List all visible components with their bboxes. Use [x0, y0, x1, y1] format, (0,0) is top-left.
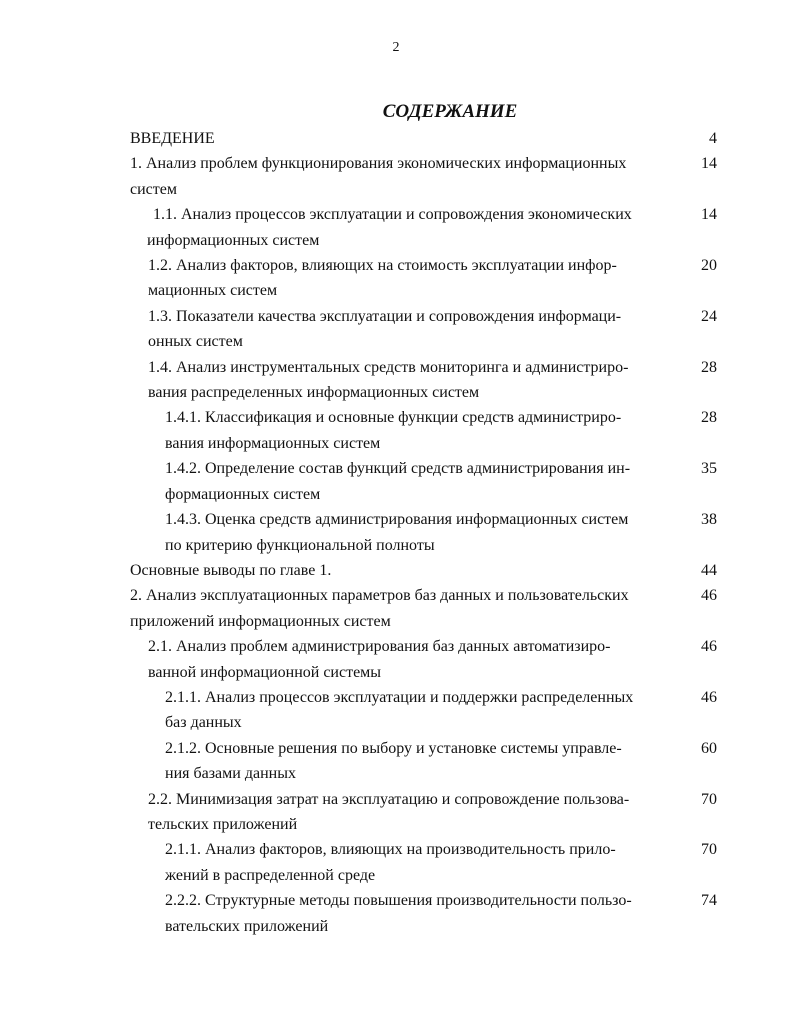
toc-entry	[0, 456, 792, 507]
toc-entry-text-continued: вания распределенных информационных систем	[148, 384, 480, 402]
toc-entry-page: 46	[701, 638, 717, 656]
toc-title: СОДЕРЖАНИЕ	[382, 101, 518, 122]
toc-entry-text: 1.4. Анализ инструментальных средств мониторинга и администриро-	[148, 358, 629, 376]
toc-entry-page: 46	[701, 587, 717, 605]
toc-entry-page: 24	[701, 307, 717, 325]
toc-entry-page: 28	[701, 358, 717, 376]
toc-entry-text-continued: вательских приложений	[165, 917, 329, 935]
toc-entry-text-continued: формационных систем	[165, 485, 321, 503]
toc-entry-page: 14	[701, 206, 717, 224]
toc-entry-text-continued: систем	[130, 180, 177, 198]
page-number: 2	[392, 40, 400, 55]
toc-entry	[0, 837, 792, 888]
toc-entry	[0, 736, 792, 787]
toc-entry-text-continued: мационных систем	[148, 282, 278, 300]
toc-entry-page: 35	[701, 460, 717, 478]
toc-entry-page: 60	[701, 739, 717, 757]
toc-entry-text: 1. Анализ проблем функционирования экономических информационных	[130, 155, 627, 173]
toc-entry-page: 4	[709, 130, 717, 147]
toc-entry-page: 70	[701, 790, 717, 808]
toc-entry-text: 2.2. Минимизация затрат на эксплуатацию и сопровождение пользова-	[148, 790, 630, 808]
toc-entry-text-continued: приложений информационных систем	[130, 612, 391, 630]
toc-entry	[0, 888, 792, 939]
toc-entry-page: 44	[701, 561, 717, 579]
toc-entry	[0, 405, 792, 456]
toc-entry	[0, 202, 792, 253]
toc-entry-text: 2.1.1. Анализ процессов эксплуатации и поддержки распределенных	[165, 688, 634, 706]
toc-entry-text-continued: тельских приложений	[148, 815, 298, 833]
toc-entry-page: 28	[701, 409, 717, 427]
toc-entry-page: 70	[701, 841, 717, 859]
toc-entry	[0, 304, 792, 355]
toc-entry-text: 1.4.3. Оценка средств администрирования информационных систем	[165, 511, 629, 529]
toc-entry-text: ВВЕДЕНИЕ	[130, 130, 215, 147]
toc-entry	[0, 583, 792, 634]
toc-entry-text: 2. Анализ эксплуатационных параметров баз данных и пользовательских	[130, 587, 629, 605]
toc-entry	[0, 253, 792, 304]
toc-entry-page: 46	[701, 688, 717, 706]
toc-entry-text: 2.1. Анализ проблем администрирования баз данных автоматизиро-	[148, 638, 611, 656]
toc-entry-page: 74	[701, 892, 717, 910]
toc-entry-text: 2.1.1. Анализ факторов, влияющих на производительность прило-	[165, 841, 616, 859]
toc-entry-text: 1.2. Анализ факторов, влияющих на стоимость эксплуатации инфор-	[148, 257, 617, 275]
toc-entry-page: 38	[701, 511, 717, 529]
toc-entry-text-continued: информационных систем	[147, 231, 320, 249]
toc-entry-text: 1.4.2. Определение состав функций средств администрирования ин-	[165, 460, 631, 478]
toc-entry-page: 14	[701, 155, 717, 173]
toc-entry-text: 1.1. Анализ процессов эксплуатации и сопровождения экономических	[153, 206, 632, 224]
toc-entry-text-continued: онных систем	[148, 333, 243, 351]
toc-entry	[0, 151, 792, 202]
toc-entry-text-continued: жений в распределенной среде	[165, 866, 376, 884]
toc-entry-text-continued: баз данных	[165, 714, 242, 732]
toc-entry	[0, 126, 792, 151]
toc-entry-text-continued: ния базами данных	[165, 765, 296, 783]
toc-entry-text: Основные выводы по главе 1.	[130, 561, 332, 579]
toc-entry-text: 1.3. Показатели качества эксплуатации и сопровождения информаци-	[148, 307, 622, 325]
toc-entry	[0, 355, 792, 406]
table-of-contents	[0, 126, 792, 939]
toc-entry-text-continued: ванной информационной системы	[148, 663, 382, 681]
toc-entry-text: 1.4.1. Классификация и основные функции средств администриро-	[165, 409, 622, 427]
toc-entry	[0, 685, 792, 736]
toc-entry	[0, 558, 792, 583]
toc-entry-text: 2.1.2. Основные решения по выбору и установке системы управле-	[165, 739, 622, 757]
toc-entry-text: 2.2.2. Структурные методы повышения производительности пользо-	[165, 892, 632, 910]
toc-entry-text-continued: по критерию функциональной полноты	[165, 536, 435, 554]
toc-entry	[0, 787, 792, 838]
toc-entry	[0, 634, 792, 685]
toc-entry-text-continued: вания информационных систем	[165, 434, 381, 452]
toc-entry	[0, 507, 792, 558]
toc-entry-page: 20	[701, 257, 717, 275]
